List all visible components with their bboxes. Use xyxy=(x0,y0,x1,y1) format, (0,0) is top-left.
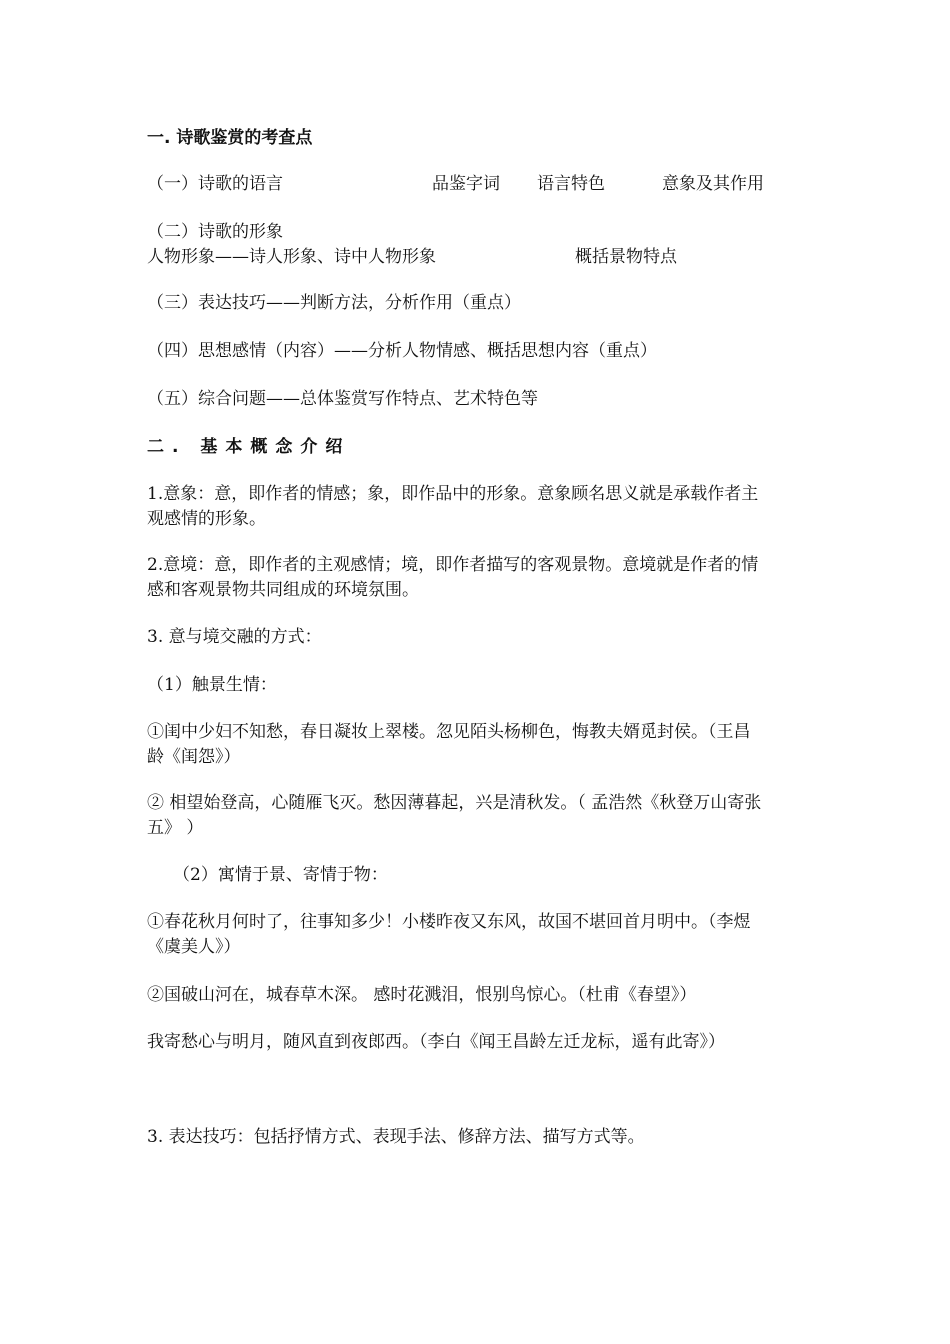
character-image-label: 人物形象——诗人形象、诗中人物形象 xyxy=(147,247,436,267)
language-feature-label: 语言特色 xyxy=(537,174,605,194)
comprehensive-item: （五）综合问题——总体鉴赏写作特点、艺术特色等 xyxy=(147,389,538,409)
method-1-heading: （1）触景生情： xyxy=(147,675,277,695)
word-appreciation-label: 品鉴字词 xyxy=(432,174,500,194)
emotion-item: （四）思想感情（内容）——分析人物情感、概括思想内容（重点） xyxy=(147,341,657,361)
poem-example-1-line1: ①闺中少妇不知愁，春日凝妆上翠楼。忽见陌头杨柳色，悔教夫婿觅封侯。（王昌 xyxy=(147,722,751,742)
method-2-heading: （2）寓情于景、寄情于物： xyxy=(173,865,388,885)
fusion-methods-heading: 3. 意与境交融的方式： xyxy=(147,627,322,647)
language-row xyxy=(147,172,817,196)
scenery-feature-label: 概括景物特点 xyxy=(575,247,677,267)
poem-example-1-line2: 龄《闺怨》） xyxy=(147,747,241,767)
image-row xyxy=(147,245,817,269)
paragraph-imagery-line2: 观感情的形象。 xyxy=(147,509,266,529)
imagery-function-label: 意象及其作用 xyxy=(662,174,764,194)
paragraph-imagery-line1: 1.意象：意，即作者的情感；象，即作品中的形象。意象顾名思义就是承载作者主 xyxy=(147,484,759,504)
image-heading: （二）诗歌的形象 xyxy=(147,222,283,242)
poem-example-2-line2: 五》 ） xyxy=(147,818,204,838)
paragraph-artistic-conception-line2: 感和客观景物共同组成的环境氛围。 xyxy=(147,580,419,600)
expression-technique-item: 3. 表达技巧：包括抒情方式、表现手法、修辞方法、描写方式等。 xyxy=(147,1127,645,1147)
poem-example-5: 我寄愁心与明月，随风直到夜郎西。（李白《闻王昌龄左迁龙标，遥有此寄》） xyxy=(147,1032,725,1052)
poem-example-3-line2: 《虞美人》） xyxy=(147,937,241,957)
paragraph-artistic-conception-line1: 2.意境：意，即作者的主观感情；境，即作者描写的客观景物。意境就是作者的情 xyxy=(147,555,759,575)
section-heading-1: 一. 诗歌鉴赏的考查点 xyxy=(147,128,313,148)
technique-item: （三）表达技巧——判断方法，分析作用（重点） xyxy=(147,293,521,313)
poem-example-3-line1: ①春花秋月何时了，往事知多少！小楼昨夜又东风，故国不堪回首月明中。（李煜 xyxy=(147,912,751,932)
poem-example-2-line1: ② 相望始登高，心随雁飞灭。愁因薄暮起，兴是清秋发。（ 孟浩然《秋登万山寄张 xyxy=(147,793,762,813)
poem-example-4: ②国破山河在，城春草木深。 感时花溅泪，恨别鸟惊心。（杜甫《春望》） xyxy=(147,985,697,1005)
language-label: （一）诗歌的语言 xyxy=(147,174,283,194)
section-heading-2: 二. 基本概念介绍 xyxy=(147,437,351,457)
